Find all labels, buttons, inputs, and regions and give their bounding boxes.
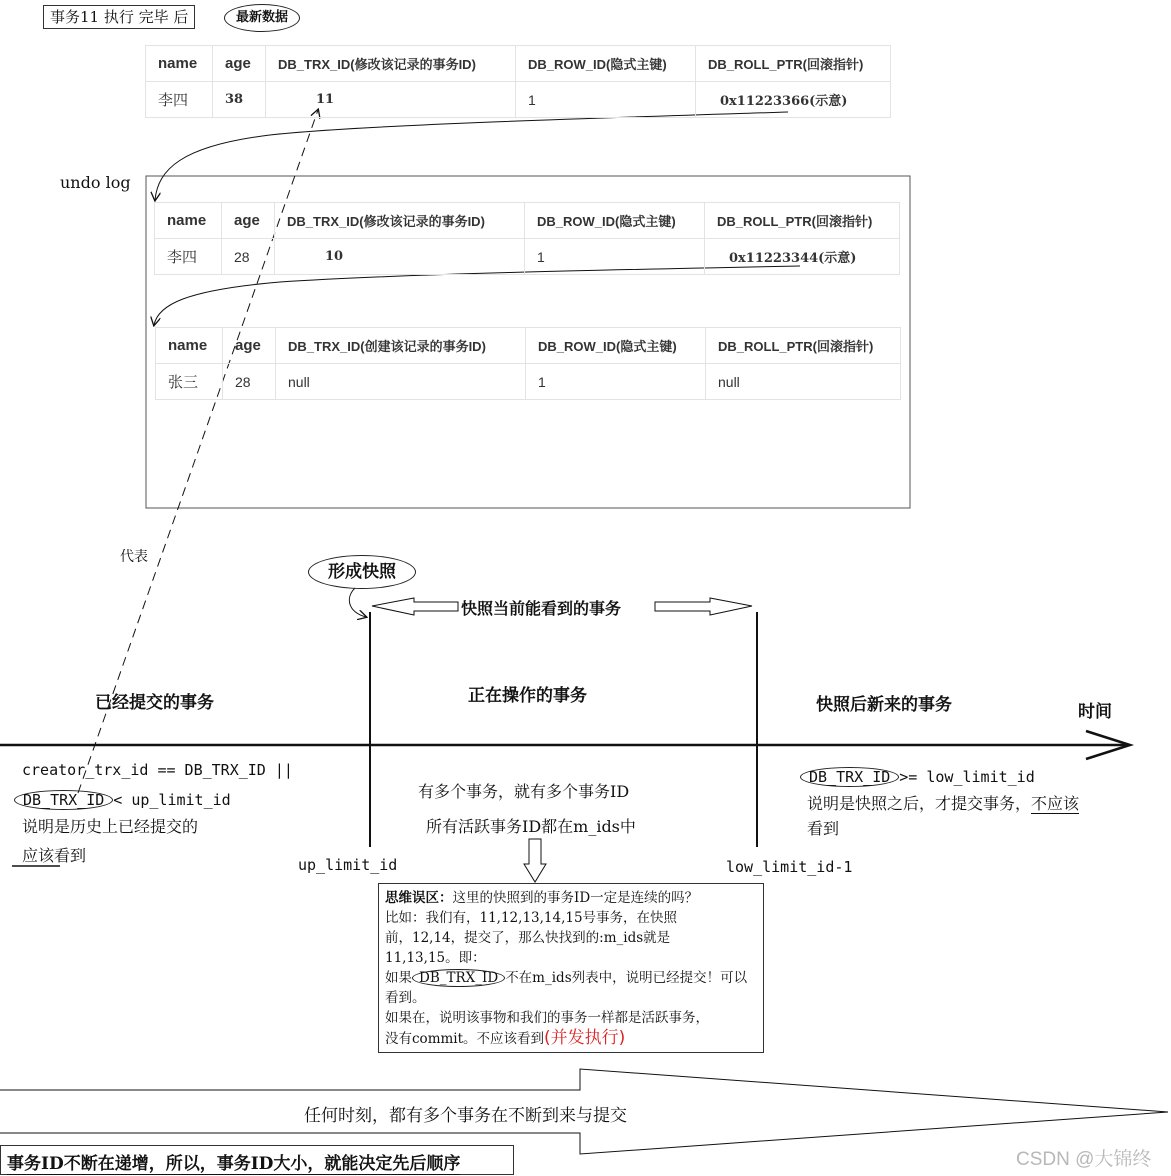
left-condition-line4: 应该看到 [22, 846, 87, 865]
cell-roll-ptr: 0x11223344(示意) [705, 239, 900, 275]
left-condition-line3: 说明是历史上已经提交的 [22, 817, 199, 836]
col-roll-ptr: DB_ROLL_PTR(回滚指针) [705, 203, 900, 239]
note-text: 没有commit。不应该看到 [385, 1031, 545, 1047]
cell-roll-ptr: null [706, 364, 901, 400]
note-text: 不在m_ids列表中，说明已经提交！可以 [505, 970, 748, 986]
time-label: 时间 [1078, 702, 1112, 722]
roll-pointer-arrow-1 [155, 112, 788, 200]
cell-row-id: 1 [516, 82, 696, 118]
cell-age: 28 [222, 239, 275, 275]
down-arrow-to-note [524, 839, 546, 882]
left-cond-text: creator_trx_id == DB_TRX_ID || [22, 761, 293, 779]
col-row-id: DB_ROW_ID(隐式主键) [526, 328, 706, 364]
table-row [146, 82, 891, 118]
concurrent-execution-text: (并发执行) [544, 1028, 626, 1048]
col-name: name [155, 203, 222, 239]
note-line: 看到。 [385, 990, 426, 1006]
col-roll-ptr: DB_ROLL_PTR(回滚指针) [696, 46, 891, 82]
note-line: 前，12,14，提交了，那么快找到的:m_ids就是 [385, 930, 671, 946]
col-name: name [156, 328, 223, 364]
up-limit-label: up_limit_id [298, 856, 398, 874]
note-line: 如果在，说明该事物和我们的事务一样都是活跃事务， [385, 1010, 709, 1026]
note-line: 11,13,15。即： [385, 950, 486, 966]
col-row-id: DB_ROW_ID(隐式主键) [516, 46, 696, 82]
table-header-row [146, 46, 891, 82]
cell-name: 李四 [146, 82, 213, 118]
conclusion-box [0, 1145, 514, 1175]
col-trx-id: DB_TRX_ID(创建该记录的事务ID) [276, 328, 526, 364]
undo-record-2-table [155, 327, 901, 400]
note-text: 如果 [385, 970, 412, 986]
col-roll-ptr: DB_ROLL_PTR(回滚指针) [706, 328, 901, 364]
trx-id-circled: DB_TRX_ID [412, 969, 505, 987]
col-trx-id: DB_TRX_ID(修改该记录的事务ID) [275, 203, 525, 239]
section-future: 快照后新来的事务 [816, 695, 952, 715]
cell-name: 张三 [156, 364, 223, 400]
cell-row-id: 1 [525, 239, 705, 275]
note-text: 这里的快照到的事务ID一定是连续的吗？ [452, 890, 699, 906]
note-line [385, 968, 757, 988]
should-not-see-text: 不应该 [1031, 794, 1080, 813]
note-line: 比如：我们有，11,12,13,14,15号事务，在快照 [385, 910, 678, 926]
current-record-table [145, 45, 891, 118]
trx-id-circled: DB_TRX_ID [14, 790, 113, 810]
section-running: 正在操作的事务 [468, 686, 587, 706]
note-line [385, 888, 757, 908]
cell-trx-id: 11 [266, 82, 516, 118]
left-cond-text: < up_limit_id [113, 791, 231, 809]
col-name: name [146, 46, 213, 82]
bottom-arrow-text: 任何时刻，都有多个事务在不断到来与提交 [304, 1106, 627, 1126]
conclusion-text: 事务ID不断在递增，所以，事务ID大小，就能决定先后顺序 [7, 1154, 461, 1174]
right-condition-line3: 看到 [807, 819, 840, 838]
table-header-row [155, 203, 900, 239]
right-cond-text: 说明是快照之后，才提交事务， [807, 794, 1032, 813]
right-cond-text: >= low_limit_id [899, 768, 1035, 786]
table-row [155, 239, 900, 275]
transaction-title: 事务11 执行 完毕 后 [43, 5, 195, 29]
right-condition-line1 [800, 767, 1035, 787]
col-age: age [223, 328, 276, 364]
table-row [156, 364, 901, 400]
undo-log-label: undo log [60, 173, 131, 192]
col-age: age [213, 46, 266, 82]
col-trx-id: DB_TRX_ID(修改该记录的事务ID) [266, 46, 516, 82]
cell-name: 李四 [155, 239, 222, 275]
left-condition-line2 [14, 790, 231, 810]
visible-range-arrow [372, 598, 458, 615]
col-row-id: DB_ROW_ID(隐式主键) [525, 203, 705, 239]
cell-trx-id: 10 [275, 239, 525, 275]
middle-text-line1: 有多个事务，就有多个事务ID [418, 782, 630, 801]
cell-age: 38 [213, 82, 266, 118]
trx-id-circled: DB_TRX_ID [800, 767, 899, 787]
represents-label: 代表 [120, 549, 148, 565]
col-age: age [222, 203, 275, 239]
note-line [385, 1028, 757, 1049]
middle-text-line2: 所有活跃事务ID都在m_ids中 [426, 817, 636, 836]
cell-age: 28 [223, 364, 276, 400]
note-title: 思维误区： [385, 890, 453, 906]
snapshot-pointer [349, 588, 366, 617]
cell-trx-id: null [276, 364, 526, 400]
cell-roll-ptr: 0x11223366(示意) [696, 82, 891, 118]
undo-record-1-table [154, 202, 900, 275]
section-committed: 已经提交的事务 [95, 693, 214, 713]
snapshot-badge: 形成快照 [308, 555, 416, 589]
misconception-note [378, 883, 764, 1053]
cell-row-id: 1 [526, 364, 706, 400]
low-limit-label: low_limit_id-1 [726, 858, 853, 876]
csdn-watermark: CSDN @大锦终 [1016, 1149, 1152, 1170]
visible-range-label: 快照当前能看到的事务 [461, 599, 622, 618]
right-condition-line2 [807, 791, 1079, 814]
latest-data-badge: 最新数据 [224, 4, 300, 32]
left-condition-line1 [22, 761, 293, 779]
table-header-row [156, 328, 901, 364]
